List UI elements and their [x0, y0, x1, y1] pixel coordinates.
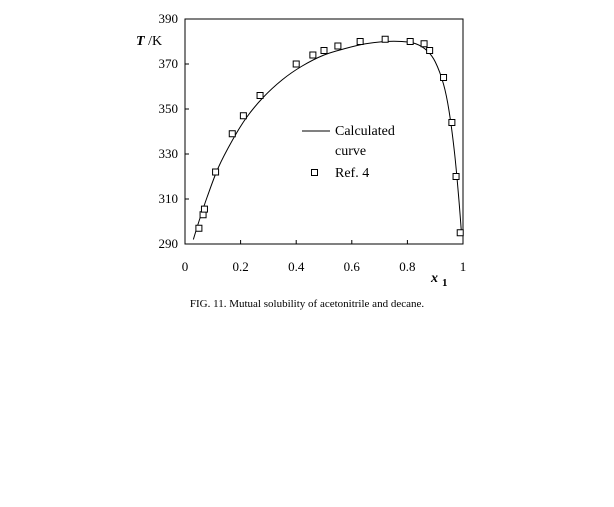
y-tick-label: 310: [158, 191, 178, 206]
data-point: [457, 230, 463, 236]
data-point: [335, 43, 341, 49]
x-tick-label: 1: [459, 259, 467, 274]
data-point: [382, 36, 388, 42]
data-point: [310, 52, 316, 58]
legend-square-swatch: [312, 170, 318, 176]
data-point: [453, 174, 459, 180]
figure-caption: FIG. 11. Mutual solubility of acetonitrile and decane.: [189, 298, 425, 310]
data-point: [240, 113, 246, 119]
data-point: [321, 48, 327, 54]
x-tick-label: 0.6: [343, 259, 360, 274]
data-point: [200, 212, 206, 218]
x-axis-title: x $_1$: [431, 271, 448, 289]
calculated-curve-line: [193, 41, 461, 239]
x-tick-label: 0.4: [288, 259, 305, 274]
data-point: [229, 131, 235, 137]
y-tick-label: 350: [158, 101, 178, 116]
data-point: [213, 169, 219, 175]
data-point: [357, 39, 363, 45]
data-point: [441, 75, 447, 81]
x-tick-label: 0.2: [232, 259, 249, 274]
y-axis-title: T /K: [136, 34, 163, 49]
y-tick-label: 330: [158, 146, 178, 161]
x-tick-label: 0: [181, 259, 189, 274]
data-point: [257, 93, 263, 99]
legend-label-calculated-1: Calculated: [335, 124, 395, 139]
data-point: [201, 206, 207, 212]
data-point: [421, 41, 427, 47]
data-point: [427, 48, 433, 54]
y-tick-label: 390: [158, 11, 178, 26]
x-axis: [182, 240, 467, 274]
ref4-points: [196, 36, 463, 236]
data-point: [449, 120, 455, 126]
legend-label-ref4: Ref. 4: [335, 166, 370, 181]
data-point: [407, 39, 413, 45]
y-tick-label: 370: [158, 56, 178, 71]
data-point: [293, 61, 299, 67]
data-point: [196, 225, 202, 231]
y-tick-label: 290: [158, 236, 178, 251]
legend: [302, 124, 395, 181]
legend-label-calculated-2: curve: [335, 144, 367, 159]
y-axis: [159, 11, 190, 251]
x-tick-label: 0.8: [399, 259, 416, 274]
